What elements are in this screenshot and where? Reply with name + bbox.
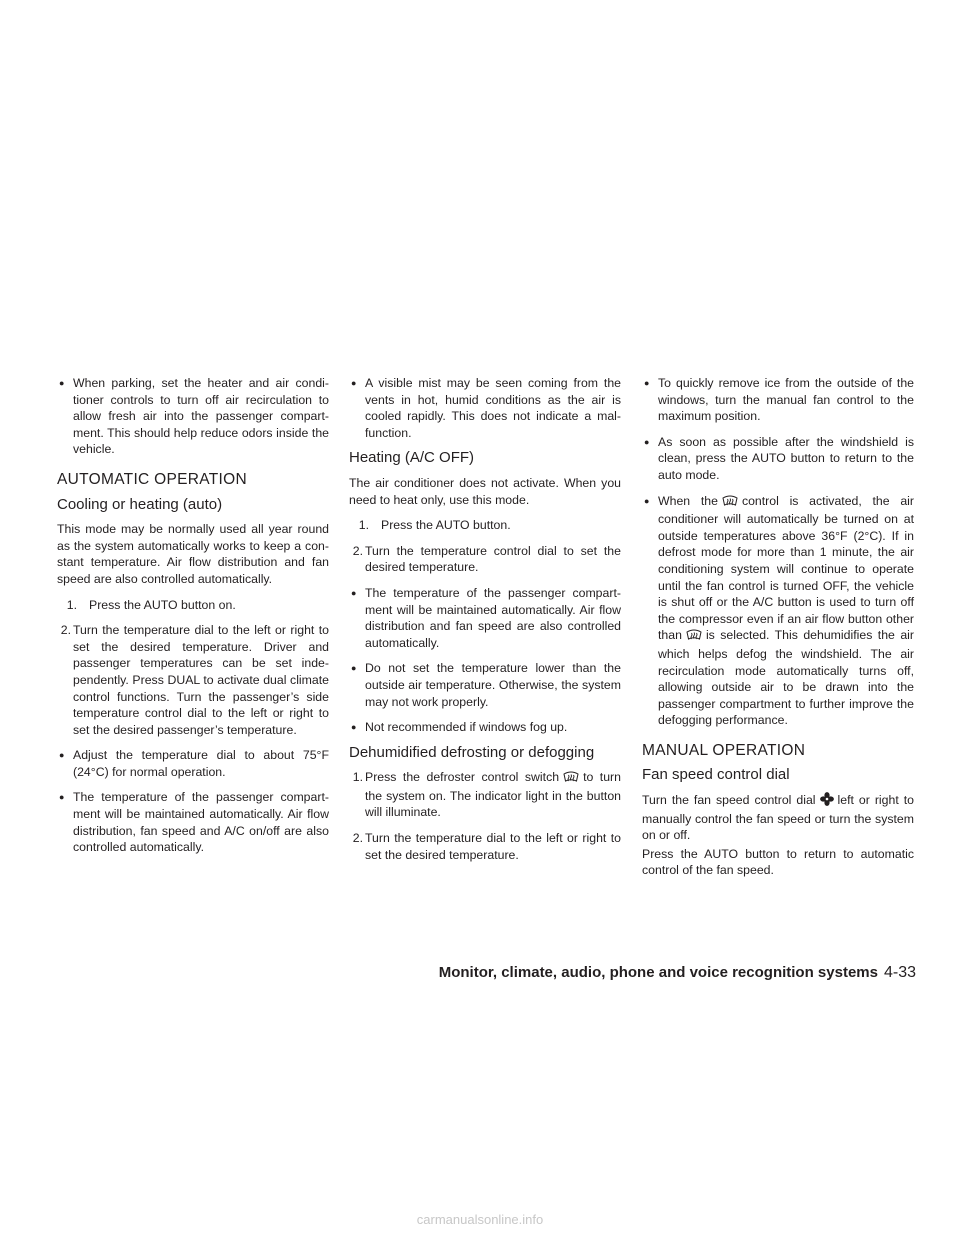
watermark: carmanualsonline.info — [416, 1212, 544, 1227]
numbered-step: 1. Press the AUTO button on. — [66, 597, 236, 612]
subsection-heading: Cooling or heating (auto) — [57, 495, 223, 513]
list-item: ● As soon as possible after the windshield is clean, press the AUTO button to return to the auto mode. — [642, 434, 914, 484]
list-item: ● The temperature of the passenger compartment will be maintained automatically. Air flow distribution, fan speed and A/C on/off are also controlled automatically. — [57, 789, 329, 855]
list-item: ● The temperature of the passenger compartment will be maintained automatically. Air flow distribution and fan speed are also controlled automatically. — [349, 585, 621, 651]
page-footer — [439, 964, 916, 982]
column-2 — [349, 375, 621, 872]
paragraph: The air conditioner does not activate. When you need to heat only, use this mode. — [349, 475, 621, 507]
section-heading: AUTOMATIC OPERATION — [57, 470, 247, 488]
list-item: ● When the control is activated, the air conditioner will automatically be turned on at outside temperatures above 36°F (2°C). If in defrost mode for more than 1 minute, the air conditioning system will continue to operate until the fan control is turned OFF, the vehicle is shut off or the A/C button is used to turn off the compressor even if an air flow button other than is selected. This dehumidifies the air which helps defog the windshield. The air recirculation mode automatically turns off, allowing outside air to be drawn into the passenger compartment to further improve the defogging performance. — [642, 493, 914, 729]
paragraph: Turn the fan speed control dial left or right to manually control the fan speed or turn the system on or off. — [642, 793, 914, 843]
numbered-step: 2. Turn the temperature dial to the left or right to set the desired temperature. Driver and passenger temperatures can be set independently. Press DUAL to activate dual climate control functions. Turn the passenger’s side temperature control dial to the left or right to set the desired passenger’s temperature. — [60, 623, 329, 737]
numbered-step: 1. Press the AUTO button. — [358, 518, 511, 533]
numbered-step: 2. Turn the temperature dial to the left or right to set the desired temperature. — [352, 831, 621, 862]
defroster-icon — [686, 629, 702, 646]
subsection-heading: Fan speed control dial — [642, 766, 790, 784]
paragraph: Press the AUTO button to return to automatic control of the fan speed. — [642, 846, 914, 878]
fan-icon — [820, 792, 834, 811]
list-item: ● Do not set the temperature lower than the outside air temperature. Otherwise, the system may not work properly. — [349, 660, 621, 710]
list-item: ● To quickly remove ice from the outside of the windows, turn the manual fan control to the maximum position. — [642, 375, 914, 425]
list-item: ● Not recommended if windows fog up. — [349, 719, 621, 736]
list-item: ● A visible mist may be seen coming from the vents in hot, humid conditions as the air is cooled rapidly. This does not indicate a malfunction. — [349, 375, 621, 441]
column-1 — [57, 375, 329, 865]
subsection-heading: Dehumidified defrosting or defogging — [349, 743, 595, 761]
subsection-heading: Heating (A/C OFF) — [349, 449, 475, 467]
column-3 — [642, 375, 914, 888]
section-heading: MANUAL OPERATION — [642, 741, 806, 759]
numbered-step: 2. Turn the temperature control dial to set the desired temperature. — [352, 543, 621, 575]
paragraph: This mode may be normally used all year round as the system automatically works to keep a constant temperature. Air flow distribution and fan speed are also controlled automatically. — [57, 522, 329, 586]
list-item: ● When parking, set the heater and air conditioner controls to turn off air recirculation to allow fresh air into the passenger compartment. This should help reduce odors inside the vehicle. — [57, 375, 329, 458]
section-title: Monitor, climate, audio, phone and voice recognition systems — [438, 964, 878, 981]
defroster-icon — [563, 771, 579, 788]
page-number: 4-33 — [883, 964, 916, 981]
list-item: ● Adjust the temperature dial to about 75°F (24°C) for normal operation. — [57, 747, 329, 780]
defroster-icon — [722, 495, 738, 512]
numbered-step: 1. Press the defroster control switch to turn the system on. The indicator light in the button will illuminate. — [352, 770, 621, 820]
